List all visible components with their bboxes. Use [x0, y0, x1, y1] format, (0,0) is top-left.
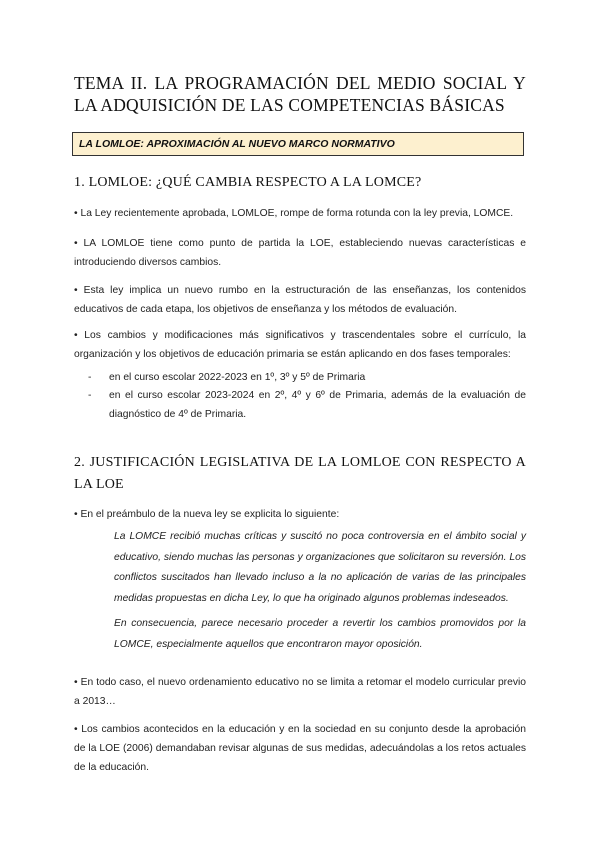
list-dash: - — [88, 390, 92, 401]
list-item-text: en el curso escolar 2022-2023 en 1º, 3º y 5º de Primaria — [109, 372, 366, 383]
list-item — [88, 369, 526, 388]
section1-paragraph-3: • Esta ley implica un nuevo rumbo en la estructuración de las enseñanzas, los contenidos educativos de cada etapa, los objetivos de enseñanza y los métodos de evaluación. — [74, 285, 526, 315]
section2-heading: 2. JUSTIFICACIÓN LEGISLATIVA DE LA LOMLOE CON RESPECTO A LA LOE — [74, 455, 526, 492]
list-item — [88, 387, 526, 424]
section1-paragraph-1: • La Ley recientemente aprobada, LOMLOE, rompe de forma rotunda con la ley previa, LOMCE. — [74, 208, 514, 219]
section1-heading: 1. LOMLOE: ¿QUÉ CAMBIA RESPECTO A LA LOMCE? — [74, 175, 422, 190]
list-item-text: en el curso escolar 2023-2024 en 2º, 4º y 6º de Primaria, además de la evaluación de diagnóstico de 4º de Primaria. — [109, 390, 526, 420]
document-title: TEMA II. LA PROGRAMACIÓN DEL MEDIO SOCIAL Y LA ADQUISICIÓN DE LAS COMPETENCIAS BÁSICAS — [74, 73, 526, 115]
section-box-heading: LA LOMLOE: APROXIMACIÓN AL NUEVO MARCO NORMATIVO — [72, 132, 524, 156]
section2-paragraph-2: • En todo caso, el nuevo ordenamiento educativo no se limita a retomar el modelo curricular previo a 2013… — [74, 677, 526, 707]
section1-paragraph-4: • Los cambios y modificaciones más significativos y trascendentales sobre el currículo, la organización y los objetivos de educación primaria se están aplicando en dos fases temporales: — [74, 330, 526, 360]
section2-paragraph-3: • Los cambios acontecidos en la educación y en la sociedad en su conjunto desde la aprobación de la LOE (2006) demandaban revisar algunas de sus medidas, adecuándolas a los retos actuales de la educación. — [74, 724, 526, 773]
list-dash: - — [88, 372, 92, 383]
preamble-quote-2: En consecuencia, parece necesario proceder a revertir los cambios promovidos por la LOMCE, especialmente aquellos que encontraron mayor oposición. — [114, 618, 526, 650]
preamble-quote-1: La LOMCE recibió muchas críticas y suscitó no poca controversia en el ámbito social y educativo, siendo muchas las personas y organizaciones que solicitaron su reversión. Los conflictos suscitados han llevado incluso a la no aplicación de varias de las principales medidas propuestas en dicha Ley, lo que ha originado algunos problemas indeseados. — [114, 531, 526, 604]
section2-paragraph-1: • En el preámbulo de la nueva ley se explicita lo siguiente: — [74, 509, 340, 520]
section1-paragraph-2: • LA LOMLOE tiene como punto de partida la LOE, estableciendo nuevas características e introduciendo diversos cambios. — [74, 238, 526, 268]
